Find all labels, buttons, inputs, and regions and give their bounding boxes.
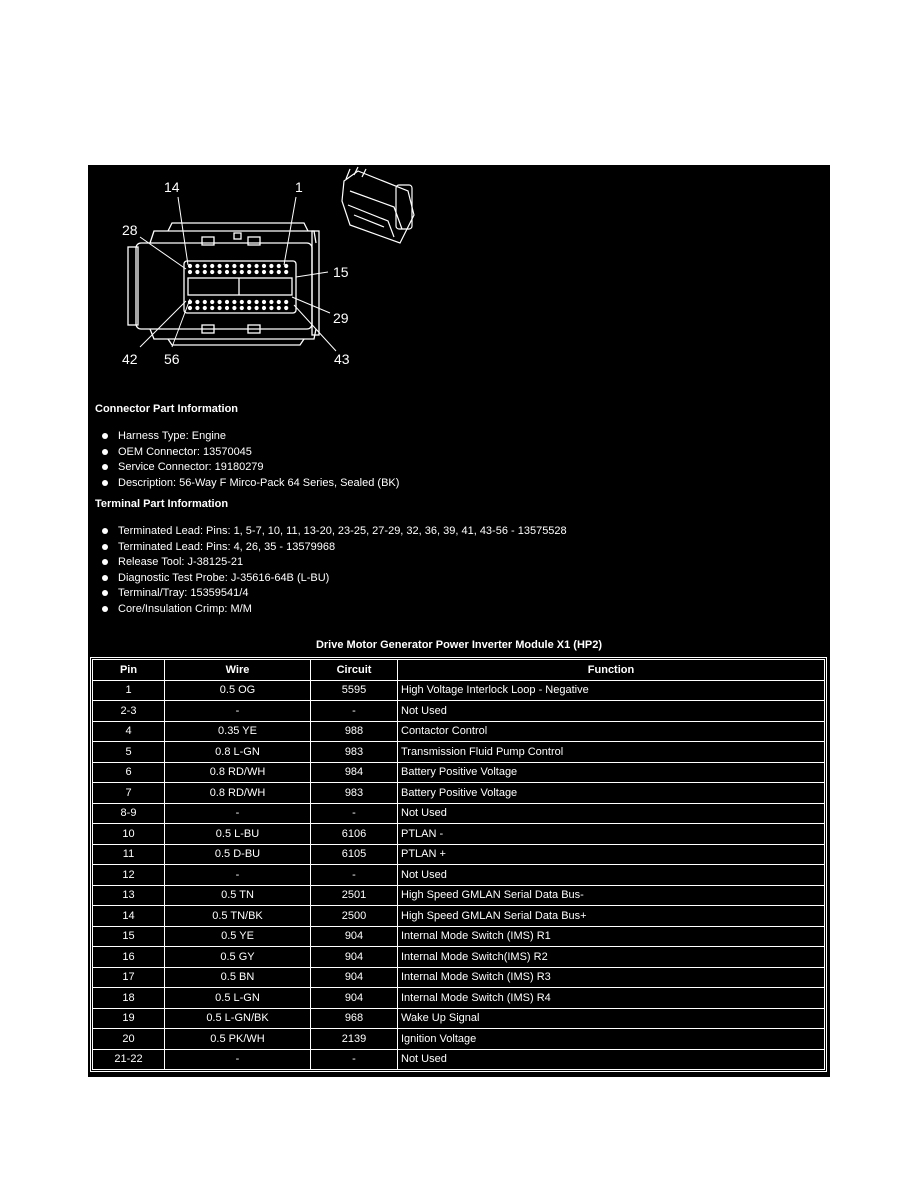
cell-function: Battery Positive Voltage — [398, 762, 825, 783]
connector-pin — [255, 270, 259, 274]
table-row — [93, 885, 825, 906]
table-row — [93, 1049, 825, 1070]
column-header-circuit: Circuit — [311, 660, 398, 681]
connector-pin — [255, 264, 259, 268]
cell-pin: 8-9 — [93, 803, 165, 824]
table-row — [93, 967, 825, 988]
connector-info-list — [102, 429, 399, 491]
cell-circuit: 984 — [311, 762, 398, 783]
cell-circuit: 968 — [311, 1008, 398, 1029]
cell-circuit: 904 — [311, 967, 398, 988]
cell-pin: 5 — [93, 742, 165, 763]
connector-pin — [284, 264, 288, 268]
cell-function: Not Used — [398, 865, 825, 886]
cell-function: High Speed GMLAN Serial Data Bus- — [398, 885, 825, 906]
connector-info-title: Connector Part Information — [95, 403, 239, 415]
connector-pin — [247, 264, 251, 268]
cell-pin: 16 — [93, 947, 165, 968]
connector-pin — [269, 264, 273, 268]
connector-pin — [195, 306, 199, 310]
connector-pin — [240, 270, 244, 274]
table-row — [93, 844, 825, 865]
cell-circuit: 6106 — [311, 824, 398, 845]
connector-pin — [210, 264, 214, 268]
connector-pin — [262, 270, 266, 274]
connector-pin — [225, 264, 229, 268]
cell-wire: 0.5 L-GN — [165, 988, 311, 1009]
list-item: Release Tool: J-38125-21 — [102, 555, 567, 571]
list-item: Harness Type: Engine — [102, 429, 399, 445]
list-item: Description: 56-Way F Mirco-Pack 64 Series, Sealed (BK) — [102, 476, 399, 492]
table-row — [93, 988, 825, 1009]
pin-label-43: 43 — [334, 351, 350, 367]
cell-circuit: - — [311, 865, 398, 886]
cell-wire: 0.5 YE — [165, 926, 311, 947]
cell-wire: 0.5 L-BU — [165, 824, 311, 845]
cell-circuit: - — [311, 803, 398, 824]
cell-function: Battery Positive Voltage — [398, 783, 825, 804]
connector-pin — [269, 270, 273, 274]
connector-pin — [284, 300, 288, 304]
table-row — [93, 680, 825, 701]
cell-wire: 0.5 TN — [165, 885, 311, 906]
connector-pin — [247, 306, 251, 310]
connector-pin — [218, 264, 222, 268]
pin-label-42: 42 — [122, 351, 138, 367]
cell-wire: 0.5 GY — [165, 947, 311, 968]
connector-pin — [195, 264, 199, 268]
cell-wire: - — [165, 803, 311, 824]
connector-pin — [203, 306, 207, 310]
cell-circuit: 2501 — [311, 885, 398, 906]
connector-pin — [247, 270, 251, 274]
cell-function: Ignition Voltage — [398, 1029, 825, 1050]
connector-pin — [240, 264, 244, 268]
cell-function: Internal Mode Switch (IMS) R3 — [398, 967, 825, 988]
connector-pin — [225, 306, 229, 310]
table-row — [93, 906, 825, 927]
connector-pin — [262, 300, 266, 304]
connector-pin — [232, 264, 236, 268]
cell-circuit: - — [311, 701, 398, 722]
table-row — [93, 803, 825, 824]
connector-pin — [277, 264, 281, 268]
connector-pin — [195, 300, 199, 304]
cell-pin: 18 — [93, 988, 165, 1009]
connector-pin — [225, 300, 229, 304]
column-header-wire: Wire — [165, 660, 311, 681]
cell-pin: 14 — [93, 906, 165, 927]
connector-pin — [225, 270, 229, 274]
cell-wire: 0.5 TN/BK — [165, 906, 311, 927]
table-title: Drive Motor Generator Power Inverter Module X1 (HP2) — [315, 639, 603, 651]
table-row — [93, 742, 825, 763]
pinout-table — [92, 659, 825, 1070]
terminal-info-title: Terminal Part Information — [95, 498, 229, 510]
cell-pin: 15 — [93, 926, 165, 947]
table-row — [93, 926, 825, 947]
list-item: Service Connector: 19180279 — [102, 460, 399, 476]
connector-pin — [210, 270, 214, 274]
pin-label-56: 56 — [164, 351, 180, 367]
cell-circuit: 2139 — [311, 1029, 398, 1050]
table-row — [93, 762, 825, 783]
cell-wire: 0.5 OG — [165, 680, 311, 701]
list-item: OEM Connector: 13570045 — [102, 445, 399, 461]
cell-circuit: 2500 — [311, 906, 398, 927]
table-row — [93, 824, 825, 845]
cell-function: Internal Mode Switch (IMS) R1 — [398, 926, 825, 947]
pin-label-29: 29 — [333, 310, 349, 326]
cell-circuit: 5595 — [311, 680, 398, 701]
cell-pin: 20 — [93, 1029, 165, 1050]
column-header-function: Function — [398, 660, 825, 681]
cell-wire: 0.35 YE — [165, 721, 311, 742]
connector-pin — [210, 306, 214, 310]
connector-pin — [218, 300, 222, 304]
cell-circuit: 983 — [311, 783, 398, 804]
connector-pin — [218, 306, 222, 310]
list-item: Terminated Lead: Pins: 1, 5-7, 10, 11, 13-20, 23-25, 27-29, 32, 36, 39, 41, 43-56 - 13575528 — [102, 524, 567, 540]
pin-label-15: 15 — [333, 264, 349, 280]
cell-pin: 21-22 — [93, 1049, 165, 1070]
list-item: Diagnostic Test Probe: J-35616-64B (L-BU) — [102, 571, 567, 587]
cell-wire: 0.5 PK/WH — [165, 1029, 311, 1050]
cell-circuit: 988 — [311, 721, 398, 742]
table-row — [93, 1029, 825, 1050]
cell-function: High Speed GMLAN Serial Data Bus+ — [398, 906, 825, 927]
table-header-row — [93, 660, 825, 681]
cell-pin: 12 — [93, 865, 165, 886]
cell-wire: - — [165, 701, 311, 722]
cell-pin: 19 — [93, 1008, 165, 1029]
cell-wire: 0.5 D-BU — [165, 844, 311, 865]
connector-pin — [188, 270, 192, 274]
column-header-pin: Pin — [93, 660, 165, 681]
connector-pin — [269, 306, 273, 310]
connector-pin — [195, 270, 199, 274]
table-row — [93, 947, 825, 968]
connector-pin — [247, 300, 251, 304]
connector-pin — [240, 300, 244, 304]
cell-function: Wake Up Signal — [398, 1008, 825, 1029]
table-row — [93, 701, 825, 722]
cell-pin: 2-3 — [93, 701, 165, 722]
connector-pin — [262, 264, 266, 268]
cell-pin: 6 — [93, 762, 165, 783]
cell-function: Not Used — [398, 701, 825, 722]
connector-pin — [255, 306, 259, 310]
cell-pin: 11 — [93, 844, 165, 865]
cell-function: High Voltage Interlock Loop - Negative — [398, 680, 825, 701]
connector-pin — [240, 306, 244, 310]
document-panel — [88, 165, 830, 1077]
cell-function: Internal Mode Switch(IMS) R2 — [398, 947, 825, 968]
connector-pin — [277, 306, 281, 310]
connector-pin — [188, 306, 192, 310]
connector-pin — [277, 300, 281, 304]
cell-function: Transmission Fluid Pump Control — [398, 742, 825, 763]
cell-function: PTLAN + — [398, 844, 825, 865]
pin-label-1: 1 — [295, 179, 303, 195]
connector-pin — [255, 300, 259, 304]
list-item: Terminal/Tray: 15359541/4 — [102, 586, 567, 602]
connector-pin — [284, 306, 288, 310]
cell-wire: - — [165, 1049, 311, 1070]
cell-wire: 0.8 L-GN — [165, 742, 311, 763]
cell-wire: 0.8 RD/WH — [165, 762, 311, 783]
connector-diagram — [88, 165, 830, 395]
connector-pin — [203, 264, 207, 268]
connector-pin — [210, 300, 214, 304]
connector-pin — [203, 270, 207, 274]
cell-wire: - — [165, 865, 311, 886]
table-row — [93, 1008, 825, 1029]
connector-pin — [262, 306, 266, 310]
connector-pin — [218, 270, 222, 274]
list-item: Core/Insulation Crimp: M/M — [102, 602, 567, 618]
cell-function: Not Used — [398, 1049, 825, 1070]
cell-pin: 13 — [93, 885, 165, 906]
pin-label-14: 14 — [164, 179, 180, 195]
cell-pin: 17 — [93, 967, 165, 988]
pin-label-28: 28 — [122, 222, 138, 238]
cell-wire: 0.8 RD/WH — [165, 783, 311, 804]
cell-circuit: 904 — [311, 988, 398, 1009]
cell-pin: 4 — [93, 721, 165, 742]
cell-pin: 7 — [93, 783, 165, 804]
cell-circuit: 983 — [311, 742, 398, 763]
cell-function: PTLAN - — [398, 824, 825, 845]
cell-pin: 10 — [93, 824, 165, 845]
connector-pin — [232, 270, 236, 274]
cell-circuit: 6105 — [311, 844, 398, 865]
list-item: Terminated Lead: Pins: 4, 26, 35 - 13579968 — [102, 540, 567, 556]
table-row — [93, 783, 825, 804]
terminal-info-list — [102, 524, 567, 617]
cell-pin: 1 — [93, 680, 165, 701]
cell-function: Internal Mode Switch (IMS) R4 — [398, 988, 825, 1009]
connector-pin — [232, 306, 236, 310]
cell-function: Not Used — [398, 803, 825, 824]
connector-pin — [284, 270, 288, 274]
cell-circuit: 904 — [311, 926, 398, 947]
table-row — [93, 721, 825, 742]
connector-pin — [232, 300, 236, 304]
table-row — [93, 865, 825, 886]
cell-circuit: 904 — [311, 947, 398, 968]
cell-circuit: - — [311, 1049, 398, 1070]
connector-pin — [277, 270, 281, 274]
cell-wire: 0.5 L-GN/BK — [165, 1008, 311, 1029]
connector-pin — [269, 300, 273, 304]
cell-wire: 0.5 BN — [165, 967, 311, 988]
cell-function: Contactor Control — [398, 721, 825, 742]
connector-pin — [203, 300, 207, 304]
connector-pin — [188, 264, 192, 268]
